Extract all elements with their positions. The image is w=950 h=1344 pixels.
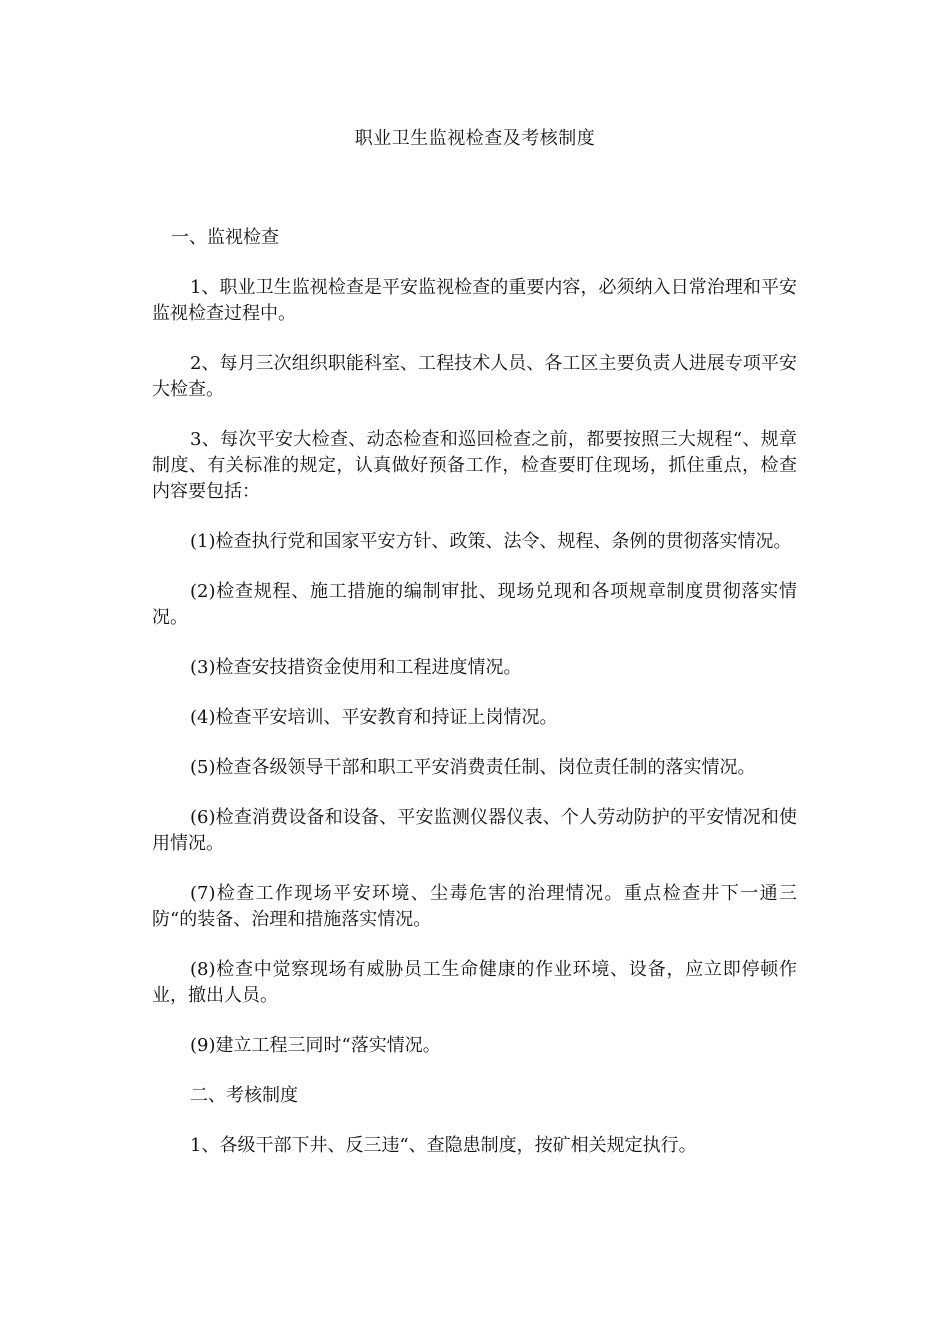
list-item: (3)检查安技措资金使用和工程进度情况。 <box>190 657 522 678</box>
list-item: (1)检查执行党和国家平安方针、政策、法令、规程、条例的贯彻落实情况。 <box>190 531 792 552</box>
list-item: (8)检查中觉察现场有威胁员工生命健康的作业环境、设备，应立即停顿作业，撤出人员。 <box>152 959 797 1006</box>
list-item: (4)检查平安培训、平安教育和持证上岗情况。 <box>190 707 558 728</box>
list-item: (7)检查工作现场平安环境、尘毒危害的治理情况。重点检查井下一通三防“的装备、治理和措施落实情况。 <box>152 883 797 930</box>
list-item: (6)检查消费设备和设备、平安监测仪器仪表、个人劳动防护的平安情况和使用情况。 <box>152 807 797 854</box>
list-item: (2)检查规程、施工措施的编制审批、现场兑现和各项规章制度贯彻落实情况。 <box>152 581 797 628</box>
paragraph: 3、每次平安大检查、动态检查和巡回检查之前，都要按照三大规程“、规章制度、有关标准的规定，认真做好预备工作，检查要盯住现场，抓住重点，检查内容要包括： <box>152 429 797 502</box>
paragraph: 1、职业卫生监视检查是平安监视检查的重要内容，必须纳入日常治理和平安监视检查过程中。 <box>152 277 797 324</box>
section-heading-assessment: 二、考核制度 <box>190 1085 298 1106</box>
list-item: (5)检查各级领导干部和职工平安消费责任制、岗位责任制的落实情况。 <box>190 757 756 778</box>
document-title: 职业卫生监视检查及考核制度 <box>354 128 596 149</box>
paragraph: 2、每月三次组织职能科室、工程技术人员、各工区主要负责人进展专项平安大检查。 <box>152 353 797 400</box>
paragraph: 1、各级干部下井、反三违“、查隐患制度，按矿相关规定执行。 <box>190 1135 697 1156</box>
document-body <box>152 225 797 1183</box>
section-heading-inspection: 一、监视检查 <box>171 227 279 248</box>
list-item: (9)建立工程三同时“落实情况。 <box>190 1035 441 1056</box>
